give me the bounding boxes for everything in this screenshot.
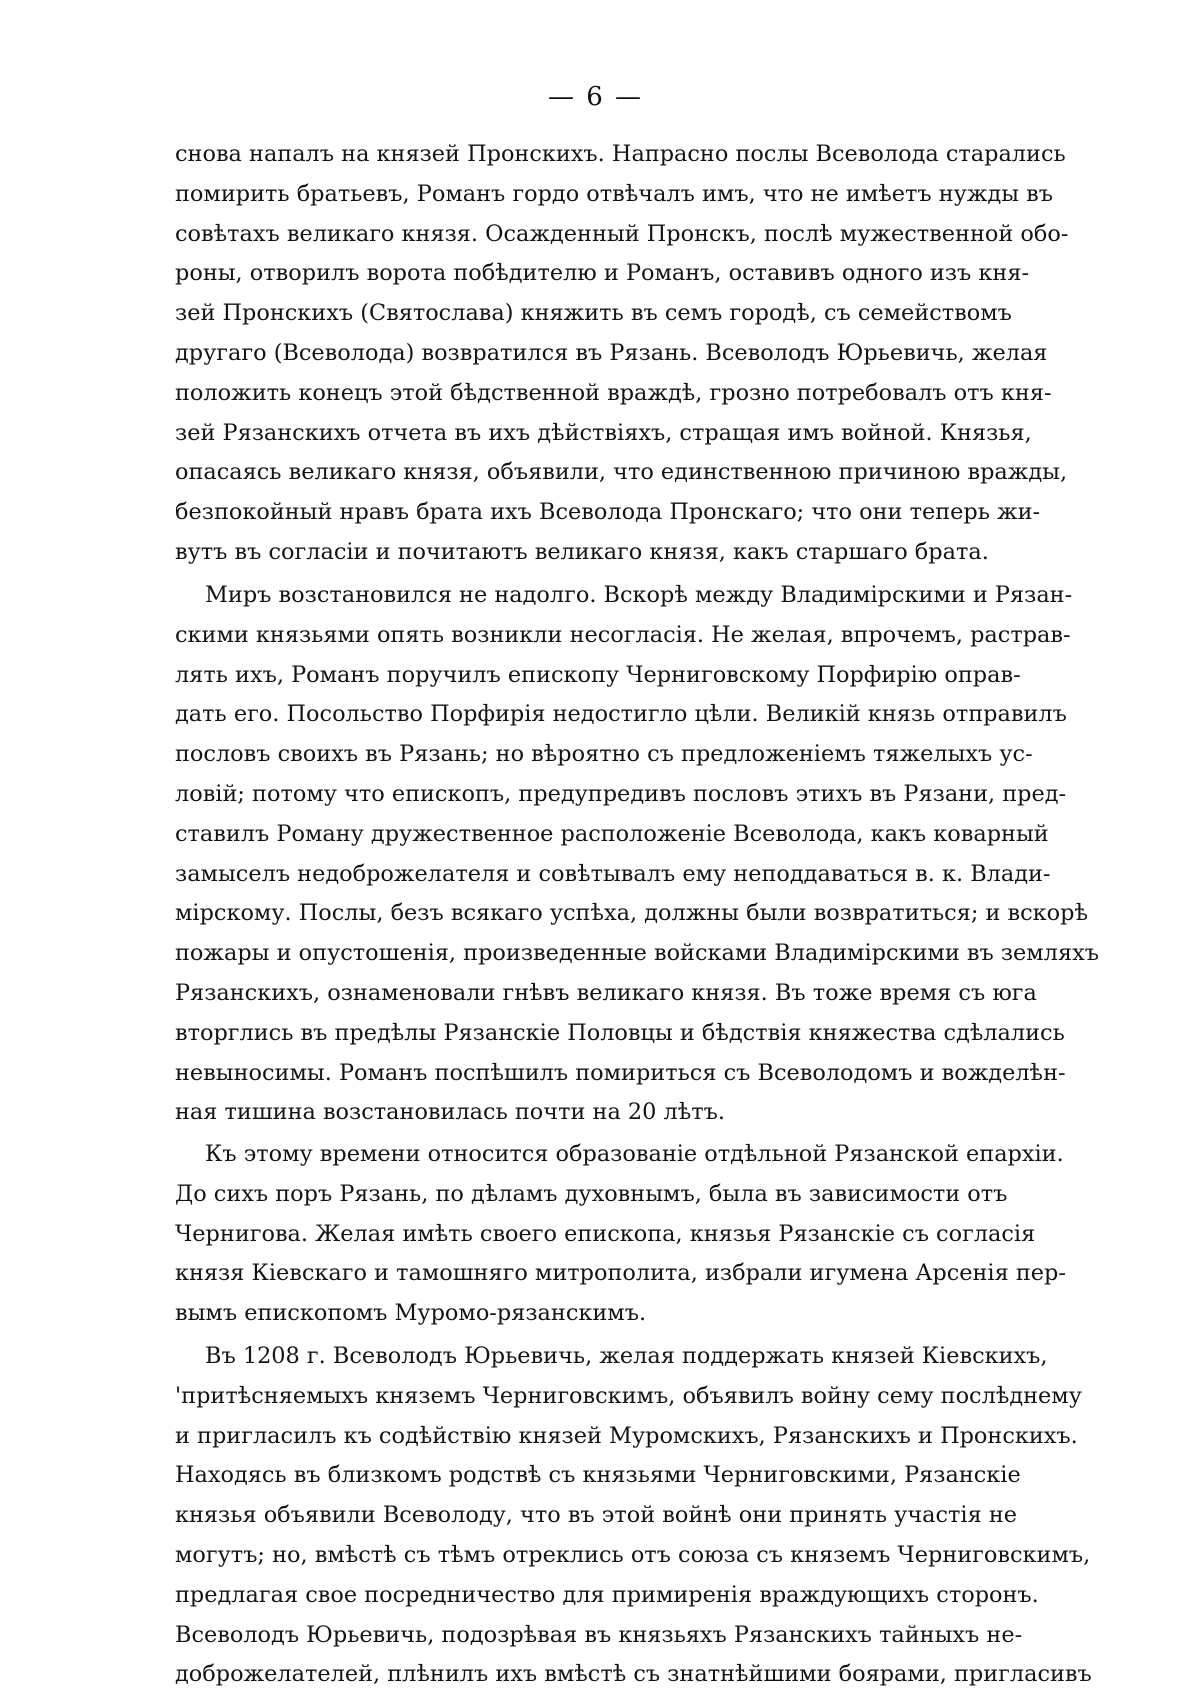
text-line: Всеволодъ Юрьевичь, подозрѣвая въ князьяхъ Рязанскихъ тайныхъ не- — [175, 1621, 1023, 1648]
text-line: Чернигова. Желая имѣть своего епископа, князья Рязанскіе съ согласія — [175, 1220, 1036, 1247]
text-line: 'притѣсняемыхъ княземъ Черниговскимъ, объявилъ войну сему послѣднему — [175, 1382, 1082, 1409]
text-line: До сихъ поръ Рязань, по дѣламъ духовнымъ, была въ зависимости отъ — [175, 1180, 1008, 1207]
page-number: — 6 — — [547, 82, 644, 112]
text-line: безпокойный нравъ брата ихъ Всеволода Пронскаго; что они теперь жи- — [175, 499, 1041, 526]
text-line: помирить братьевъ, Романъ гордо отвѣчалъ имъ, что не имѣетъ нужды въ — [175, 180, 1054, 207]
text-line: вторглись въ предѣлы Рязанскіе Половцы и бѣдствія княжества сдѣлались — [175, 1019, 1065, 1046]
text-line: вымъ епископомъ Муромо-рязанскимъ. — [175, 1300, 647, 1327]
text-line: ставилъ Роману дружественное расположеніе Всеволода, какъ коварный — [175, 820, 1049, 847]
text-line: пословъ своихъ въ Рязань; но вѣроятно съ предложеніемъ тяжелыхъ ус- — [175, 741, 1033, 768]
text-line: ная тишина возстановилась почти на 20 лѣтъ. — [175, 1099, 725, 1126]
text-line: роны, отворилъ ворота побѣдителю и Романъ, оставивъ одного изъ кня- — [175, 260, 1030, 287]
text-line: лять ихъ, Романъ поручилъ епископу Черниговскому Порфирію оправ- — [175, 661, 1021, 688]
text-line: снова напалъ на князей Пронскихъ. Напрасно послы Всеволода старались — [175, 141, 1066, 167]
text-line: князя Кіевскаго и тамошняго митрополита, избрали игумена Арсенія пер- — [175, 1260, 1066, 1287]
text-line: пожары и опустошенія, произведенные войсками Владимірскими въ земляхъ — [175, 940, 1099, 967]
text-line: невыносимы. Романъ поспѣшилъ помириться съ Всеволодомъ и вожделѣн- — [175, 1059, 1066, 1086]
text-line: Находясь въ близкомъ родствѣ съ князьями Черниговскими, Рязанскіе — [175, 1462, 1021, 1489]
paragraph-2 — [175, 576, 1099, 1133]
text-line: скими князьями опять возникли несогласія. Не желая, впрочемъ, растрав- — [175, 621, 1071, 648]
paragraph-3 — [175, 1135, 1066, 1334]
text-line: ловій; потому что епископъ, предупредивъ пословъ этихъ въ Рязани, пред- — [175, 780, 1067, 807]
text-line: доброжелателей, плѣнилъ ихъ вмѣстѣ съ знатнѣйшими боярами, пригласивъ — [175, 1661, 1092, 1688]
text-line: Въ 1208 г. Всеволодъ Юрьевичь, желая поддержать князей Кіевскихъ, — [205, 1343, 1048, 1369]
text-line: Рязанскихъ, ознаменовали гнѣвъ великаго князя. Въ тоже время съ юга — [175, 979, 1037, 1006]
text-line: замыселъ недоброжелателя и совѣтывалъ ему неподдаваться в. к. Влади- — [175, 860, 1051, 887]
text-line: и пригласилъ къ содѣйствію князей Муромскихъ, Рязанскихъ и Пронскихъ. — [175, 1422, 1078, 1449]
text-line: вутъ въ согласіи и почитаютъ великаго князя, какъ старшаго брата. — [175, 538, 989, 565]
text-line: дать его. Посольство Порфирія недостигло цѣли. Великій князь отправилъ — [175, 701, 1067, 728]
text-line: положить конецъ этой бѣдственной враждѣ, грозно потребовалъ отъ кня- — [175, 379, 1052, 406]
text-line: могутъ; но, вмѣстѣ съ тѣмъ отреклись отъ союза съ княземъ Черниговскимъ, — [175, 1541, 1091, 1568]
text-line: зей Рязанскихъ отчета въ ихъ дѣйствіяхъ, стращая имъ войной. Князья, — [175, 419, 1032, 446]
text-line: совѣтахъ великаго князя. Осажденный Пронскъ, послѣ мужественной обо- — [175, 220, 1069, 247]
text-line: опасаясь великаго князя, объявили, что единственною причиною вражды, — [175, 459, 1068, 486]
text-line: мірскому. Послы, безъ всякаго успѣха, должны были возвратиться; и вскорѣ — [175, 900, 1088, 927]
text-line: другаго (Всеволода) возвратился въ Рязань. Всеволодъ Юрьевичь, желая — [175, 339, 1048, 366]
paragraph-4 — [175, 1337, 1092, 1695]
text-line: предлагая свое посредничество для примиренія враждующихъ сторонъ. — [175, 1581, 1039, 1608]
paragraph-1 — [175, 135, 1069, 573]
text-line: Къ этому времени относится образованіе отдѣльной Рязанской епархіи. — [205, 1141, 1064, 1167]
text-line: зей Пронскихъ (Святослава) княжить въ семъ городѣ, съ семействомъ — [175, 300, 1012, 327]
text-line: Миръ возстановился не надолго. Вскорѣ между Владимірскими и Рязан- — [205, 582, 1073, 608]
text-line: князья объявили Всеволоду, что въ этой войнѣ они принять участія не — [175, 1502, 1017, 1529]
